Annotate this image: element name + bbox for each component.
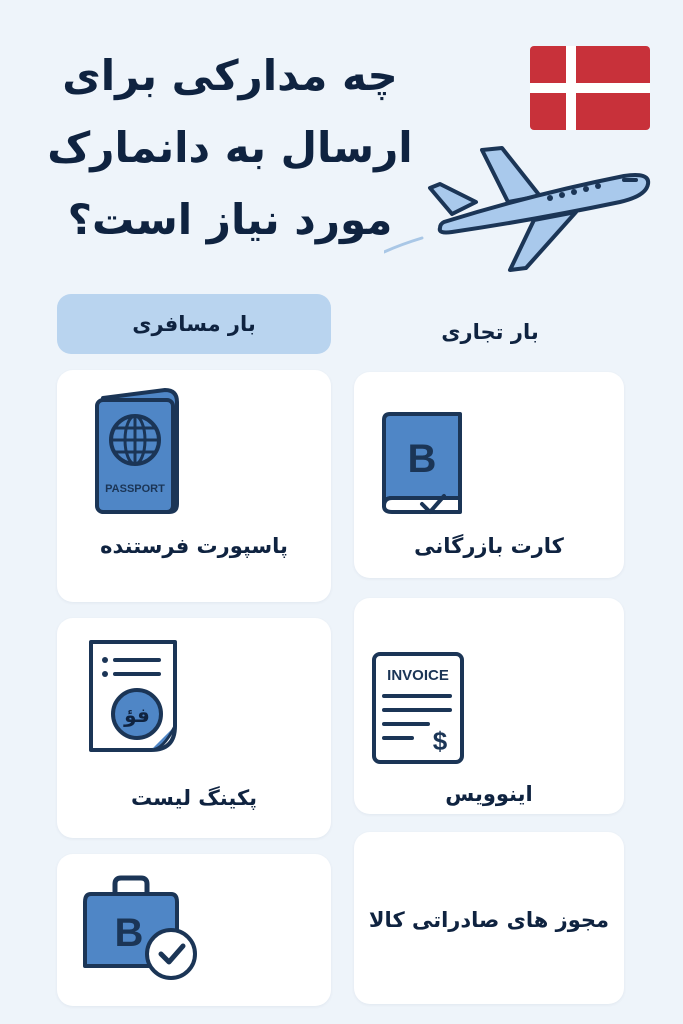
card-invoice[interactable] <box>354 598 624 814</box>
card-bag[interactable] <box>57 854 331 1006</box>
card-business-card[interactable] <box>354 372 624 578</box>
dollar-sign-icon: $ <box>432 726 448 756</box>
card-label: کارت بازرگانی <box>414 534 564 558</box>
passport-icon <box>93 388 185 514</box>
packing-stamp-text: فؤ <box>124 703 150 727</box>
title-line-2: ارسال به دانمارک <box>47 123 413 172</box>
bag-letter: B <box>114 911 144 955</box>
tab-commercial-cargo[interactable]: بار تجاری <box>441 320 539 344</box>
airplane-icon <box>384 140 659 275</box>
business-book-letter: B <box>407 437 437 481</box>
page-title <box>40 40 420 256</box>
card-export-licenses[interactable] <box>354 832 624 1004</box>
card-packing-list[interactable] <box>57 618 331 838</box>
title-line-1: چه مدارکی برای <box>62 51 398 100</box>
title-line-3: مورد نیاز است؟ <box>67 195 393 244</box>
card-label: پاسپورت فرستنده <box>100 534 288 558</box>
invoice-icon <box>372 652 464 766</box>
card-label: مجوز های صادراتی کالا <box>368 908 610 932</box>
card-label: پکینگ لیست <box>130 786 258 810</box>
business-book-icon <box>378 412 466 516</box>
card-label: اینوویس <box>445 782 533 806</box>
shopping-bag-check-icon <box>81 874 203 984</box>
card-sender-passport[interactable] <box>57 370 331 602</box>
passport-icon-text: PASSPORT <box>105 483 165 495</box>
denmark-flag-icon <box>530 46 650 130</box>
tab-passenger-cargo[interactable]: بار مسافری <box>57 294 331 354</box>
packing-list-document-icon <box>87 638 183 754</box>
invoice-icon-text: INVOICE <box>387 667 449 684</box>
